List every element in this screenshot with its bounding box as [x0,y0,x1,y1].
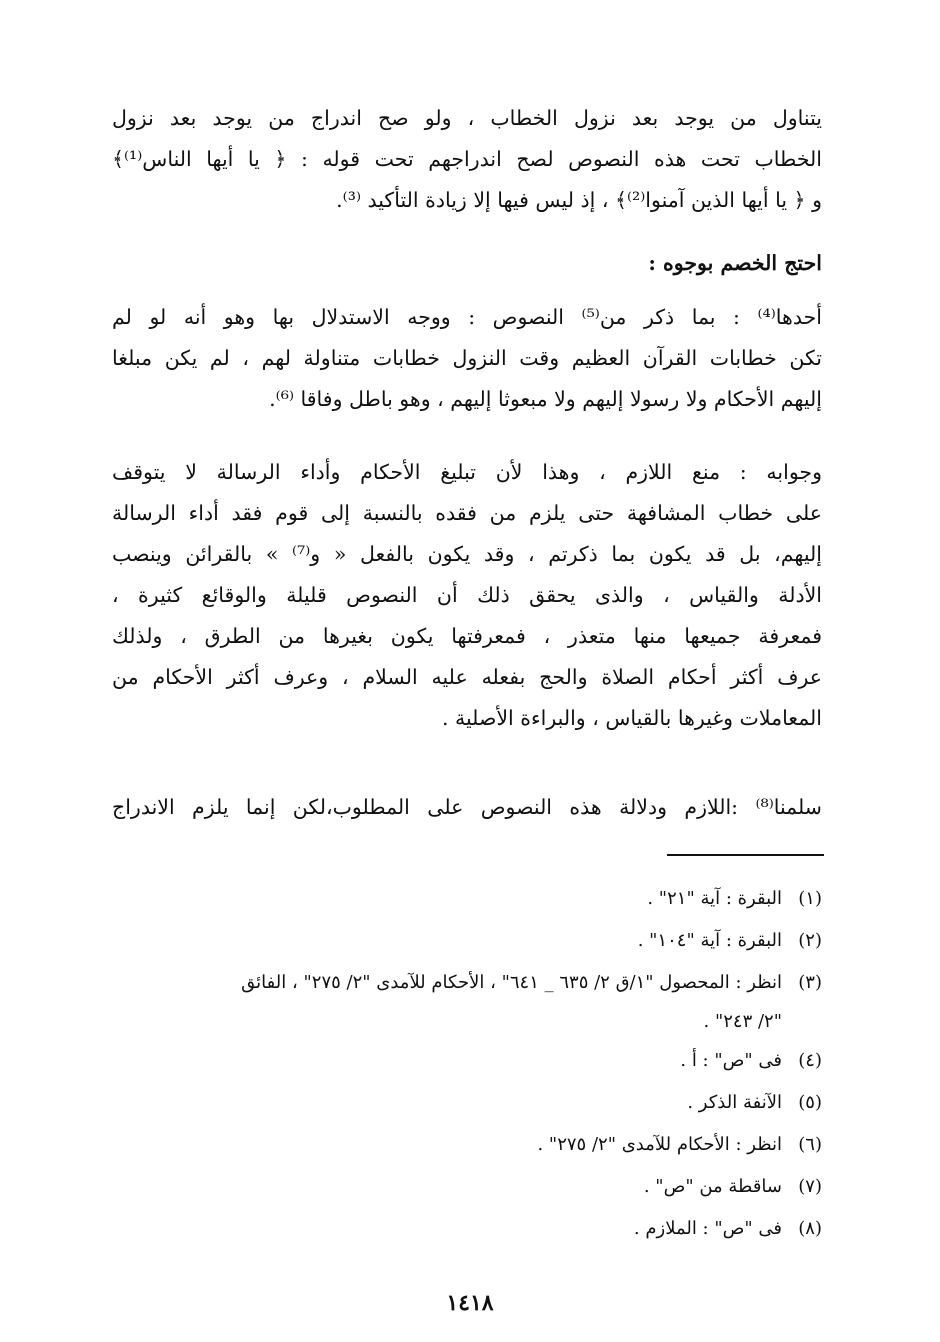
text-line: يتناول من يوجد بعد نزول الخطاب ، ولو صح اندراج من يوجد بعد نزول [112,106,822,130]
footnote-item [112,878,822,920]
paragraph-intro [112,98,822,221]
footnote-text: البقرة : آية "٢١" . [647,888,782,909]
text-line: و ﴿ يا أيها الذين آمنوا⁽²⁾﴾ ، إذ ليس فيها إلا زيادة التأكيد ⁽³⁾. [336,188,822,212]
footnote-text: فى "ص" : الملازم . [633,1218,782,1239]
text-line: إليهم الأحكام ولا رسولا إليهم ولا مبعوثا إليهم ، وهو باطل وفاقا ⁽⁶⁾. [269,387,822,411]
footnote-item [112,920,822,962]
footnote-item [112,1208,822,1250]
text-line: فمعرفة جميعها منها متعذر ، فمعرفتها يكون بغيرها من الطرق ، ولذلك [112,624,822,648]
footnote-number: (٥) [798,1092,822,1113]
footnotes [112,878,822,1250]
footnote-text-continued: "٢/ ٢٤٣" . [703,1011,782,1032]
footnote-text: الآنفة الذكر . [687,1092,782,1113]
page-number: ١٤١٨ [446,1290,494,1316]
footnote-item [112,1124,822,1166]
footnote-number: (٨) [798,1218,822,1239]
text-line: سلمنا⁽⁸⁾ :اللازم ودلالة هذه النصوص على المطلوب،لكن إنما يلزم الاندراج [112,795,822,819]
footnote-item [112,1166,822,1208]
text-line: المعاملات وغيرها بالقياس ، والبراءة الأصلية . [441,706,822,730]
footnote-text: ساقطة من "ص" . [643,1176,782,1197]
section-heading [112,243,822,284]
footnote-number: (١) [798,888,822,909]
footnote-separator [667,854,824,856]
footnote-text: فى "ص" : أ . [680,1050,782,1071]
paragraph-concession [112,787,822,828]
footnote-text: البقرة : آية "١٠٤" . [637,930,782,951]
paragraph-first-argument [112,297,822,420]
footnote-number: (٦) [798,1134,822,1155]
footnote-number: (٧) [798,1176,822,1197]
footnote-number: (٢) [798,930,822,951]
footnote-text: انظر : المحصول "١/ق ٢/ ٦٣٥ _ ٦٤١" ، الأحكام للآمدى "٢/ ٢٧٥" ، الفائق [241,972,782,993]
text-line: الخطاب تحت هذه النصوص لصح اندراجهم تحت قوله : ﴿ يا أيها الناس⁽¹⁾﴾ [112,147,822,171]
text-line: عرف أكثر أحكام الصلاة والحج بفعله عليه السلام ، وعرف أكثر الأحكام من [112,665,822,689]
footnote-number: (٣) [798,972,822,993]
text-line: وجوابه : منع اللازم ، وهذا لأن تبليغ الأحكام وأداء الرسالة لا يتوقف [112,460,822,484]
text-line: الأدلة والقياس ، والذى يحقق ذلك أن النصوص قليلة والوقائع كثيرة ، [112,583,822,607]
text-line: أحدها⁽⁴⁾ : بما ذكر من⁽⁵⁾ النصوص : ووجه الاستدلال بها وهو أنه لو لم [112,305,822,329]
text-line: على خطاب المشافهة حتى يلزم من فقده بالنسبة إلى قوم فقد أداء الرسالة [112,501,822,525]
footnote-text-block [112,962,782,1040]
text-line: إليهم، بل قد يكون بما ذكرتم ، وقد يكون بالفعل « و⁽⁷⁾ » بالقرائن وينصب [112,542,822,566]
paragraph-answer [112,452,822,739]
footnote-item [112,1082,822,1124]
footnote-item [112,962,822,1040]
footnote-text: انظر : الأحكام للآمدى "٢/ ٢٧٥" . [537,1134,782,1155]
footnote-item [112,1040,822,1082]
heading-text: احتج الخصم بوجوه : [648,251,822,275]
text-line: تكن خطابات القرآن العظيم وقت النزول خطابات متناولة لهم ، لم يكن مبلغا [112,346,822,370]
footnote-number: (٤) [798,1050,822,1071]
